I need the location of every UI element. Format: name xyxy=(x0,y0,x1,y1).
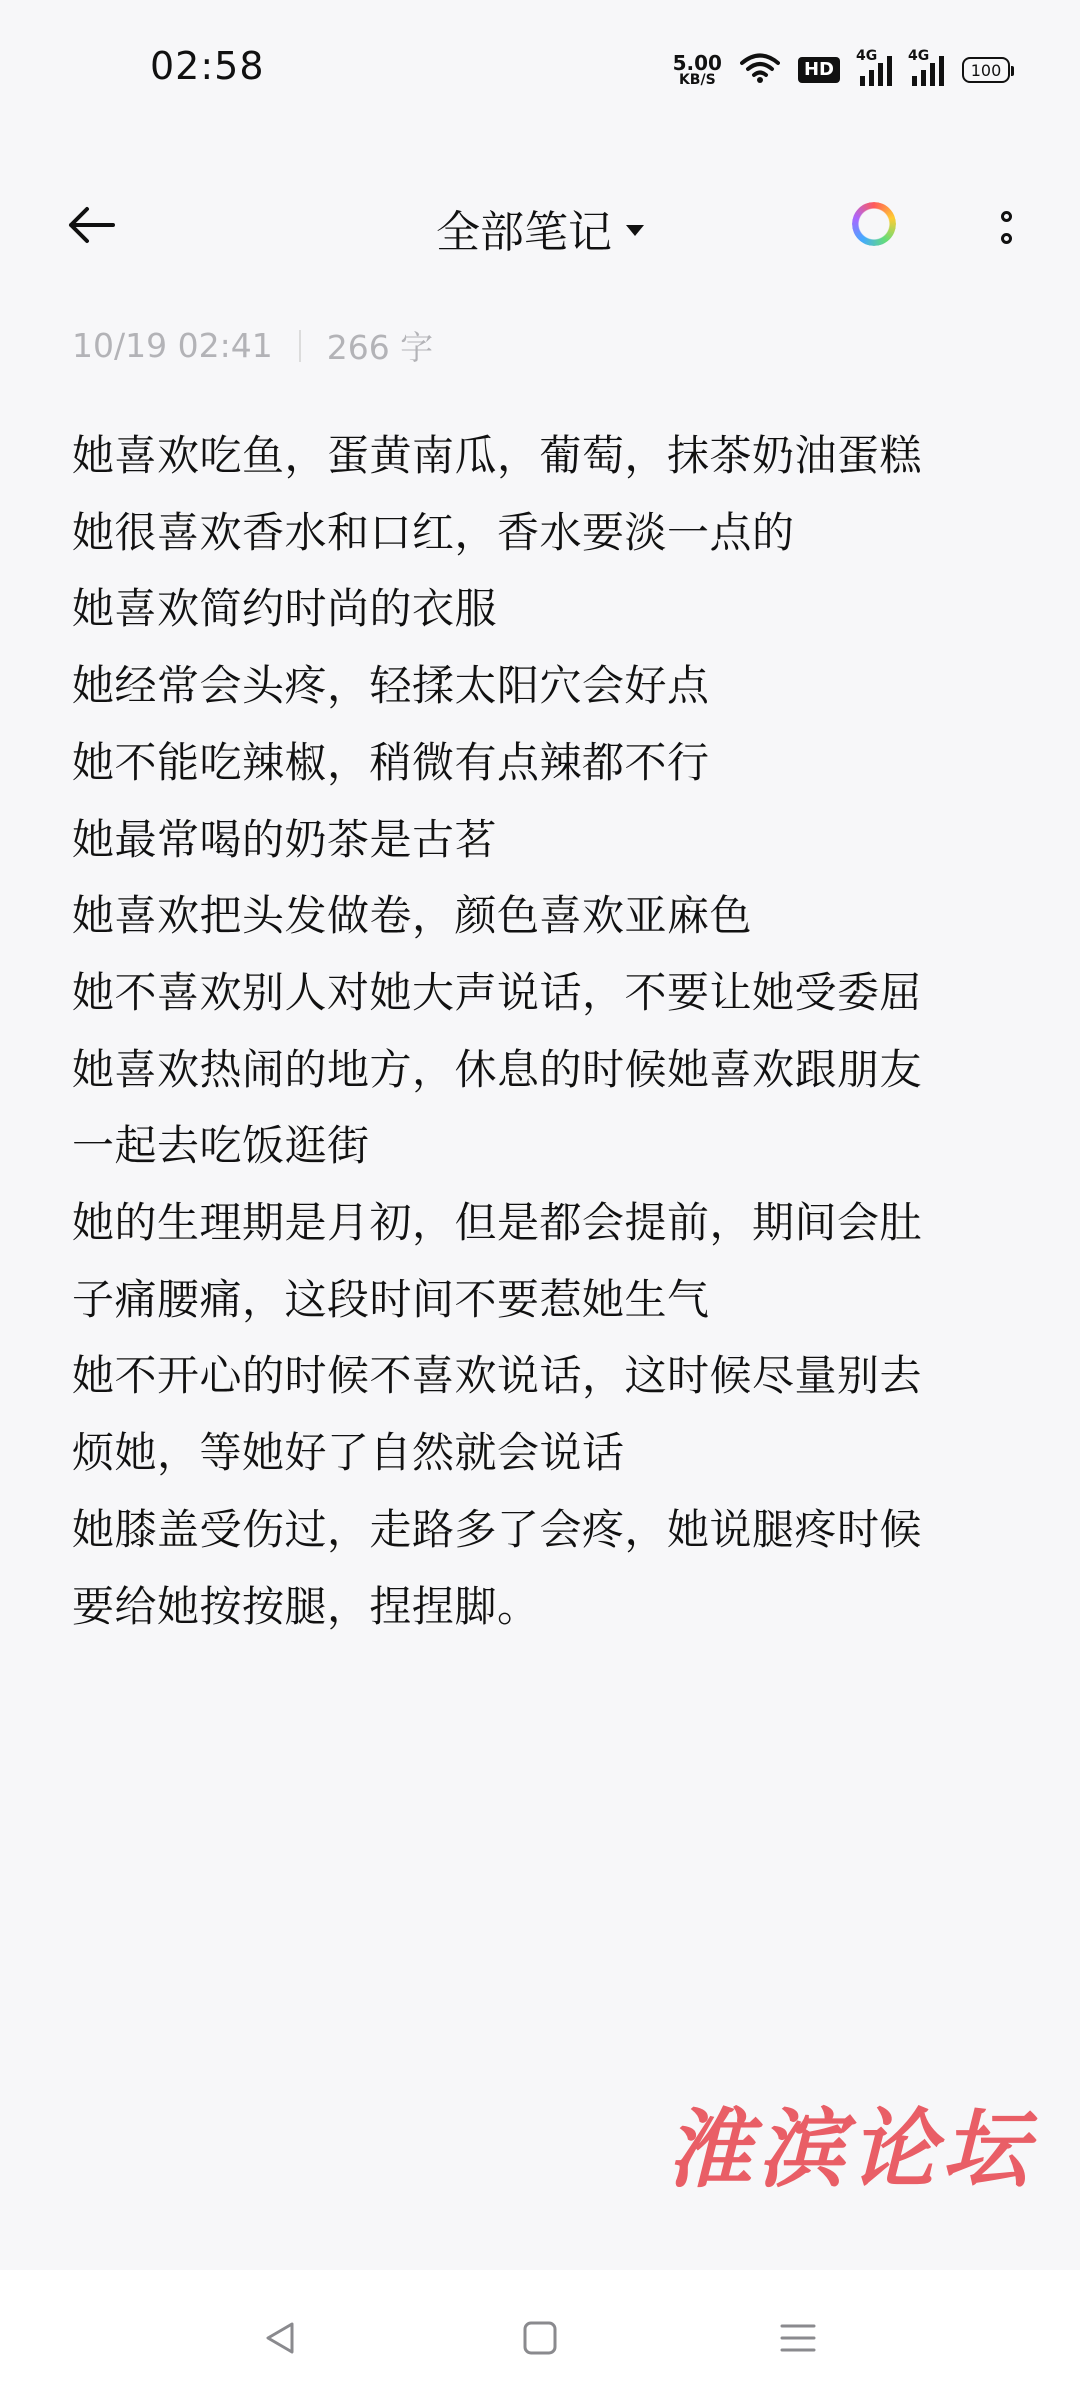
note-line: 她喜欢把头发做卷，颜色喜欢亚麻色 xyxy=(72,891,753,941)
note-body[interactable] xyxy=(72,418,1012,1645)
nav-back-button[interactable] xyxy=(250,2310,310,2370)
app-bar xyxy=(0,170,1080,280)
net-speed-value: 5.00 xyxy=(672,51,722,75)
note-line: 她的生理期是月初，但是都会提前，期间会肚 xyxy=(72,1198,923,1248)
battery-icon xyxy=(962,57,1010,83)
wifi-icon xyxy=(740,52,780,88)
dot xyxy=(1001,233,1012,244)
battery-level: 100 xyxy=(970,60,1002,80)
note-line: 她喜欢简约时尚的衣服 xyxy=(72,584,498,634)
note-line: 子痛腰痛，这段时间不要惹她生气 xyxy=(72,1274,710,1324)
net-speed-indicator xyxy=(673,53,722,87)
net-speed-unit: KB/S xyxy=(678,72,716,88)
note-line: 她最常喝的奶茶是古茗 xyxy=(72,814,498,864)
status-bar xyxy=(0,0,1080,140)
signal-label: 4G xyxy=(908,48,930,64)
note-line: 她不喜欢别人对她大声说话，不要让她受委屈 xyxy=(72,967,923,1017)
back-triangle-icon xyxy=(260,2318,300,2362)
nav-home-button[interactable] xyxy=(510,2310,570,2370)
caret-down-icon xyxy=(626,225,644,236)
note-date: 10/19 02:41 xyxy=(72,326,273,365)
recents-menu-icon xyxy=(778,2318,818,2362)
home-square-icon xyxy=(520,2318,560,2362)
theme-button[interactable] xyxy=(846,196,902,252)
signal-label: 4G xyxy=(856,48,878,64)
hd-icon: HD xyxy=(798,57,840,83)
note-line: 她喜欢热闹的地方，休息的时候她喜欢跟朋友 xyxy=(72,1044,923,1094)
note-line: 她膝盖受伤过，走路多了会疼，她说腿疼时候 xyxy=(72,1504,923,1554)
note-line: 她很喜欢香水和口红，香水要淡一点的 xyxy=(72,507,795,557)
note-line: 烦她，等她好了自然就会说话 xyxy=(72,1428,625,1478)
note-line: 她经常会头疼，轻揉太阳穴会好点 xyxy=(72,661,710,711)
signal-icon xyxy=(908,48,944,86)
word-count: 266 字 xyxy=(326,328,434,367)
more-button[interactable] xyxy=(978,192,1034,262)
color-ring-icon xyxy=(852,202,896,246)
note-line: 要给她按按腿，捏捏脚。 xyxy=(72,1581,540,1631)
note-line: 她喜欢吃鱼，蛋黄南瓜，葡萄，抹茶奶油蛋糕 xyxy=(72,431,923,480)
note-meta xyxy=(72,322,433,369)
status-time: 02:58 xyxy=(150,44,265,88)
signal-icon xyxy=(856,48,892,86)
status-icons xyxy=(673,46,1010,94)
nav-recents-button[interactable] xyxy=(768,2310,828,2370)
page-title: 全部笔记 xyxy=(436,207,612,258)
dot xyxy=(1001,211,1012,222)
system-nav-bar xyxy=(0,2270,1080,2400)
notebook-selector[interactable] xyxy=(0,196,1080,260)
watermark: 淮滨论坛 xyxy=(666,2099,1034,2200)
note-line: 她不能吃辣椒，稍微有点辣都不行 xyxy=(72,737,710,787)
note-line: 她不开心的时候不喜欢说话，这时候尽量别去 xyxy=(72,1351,923,1401)
note-line: 一起去吃饭逛街 xyxy=(72,1121,370,1171)
meta-divider xyxy=(299,330,301,362)
